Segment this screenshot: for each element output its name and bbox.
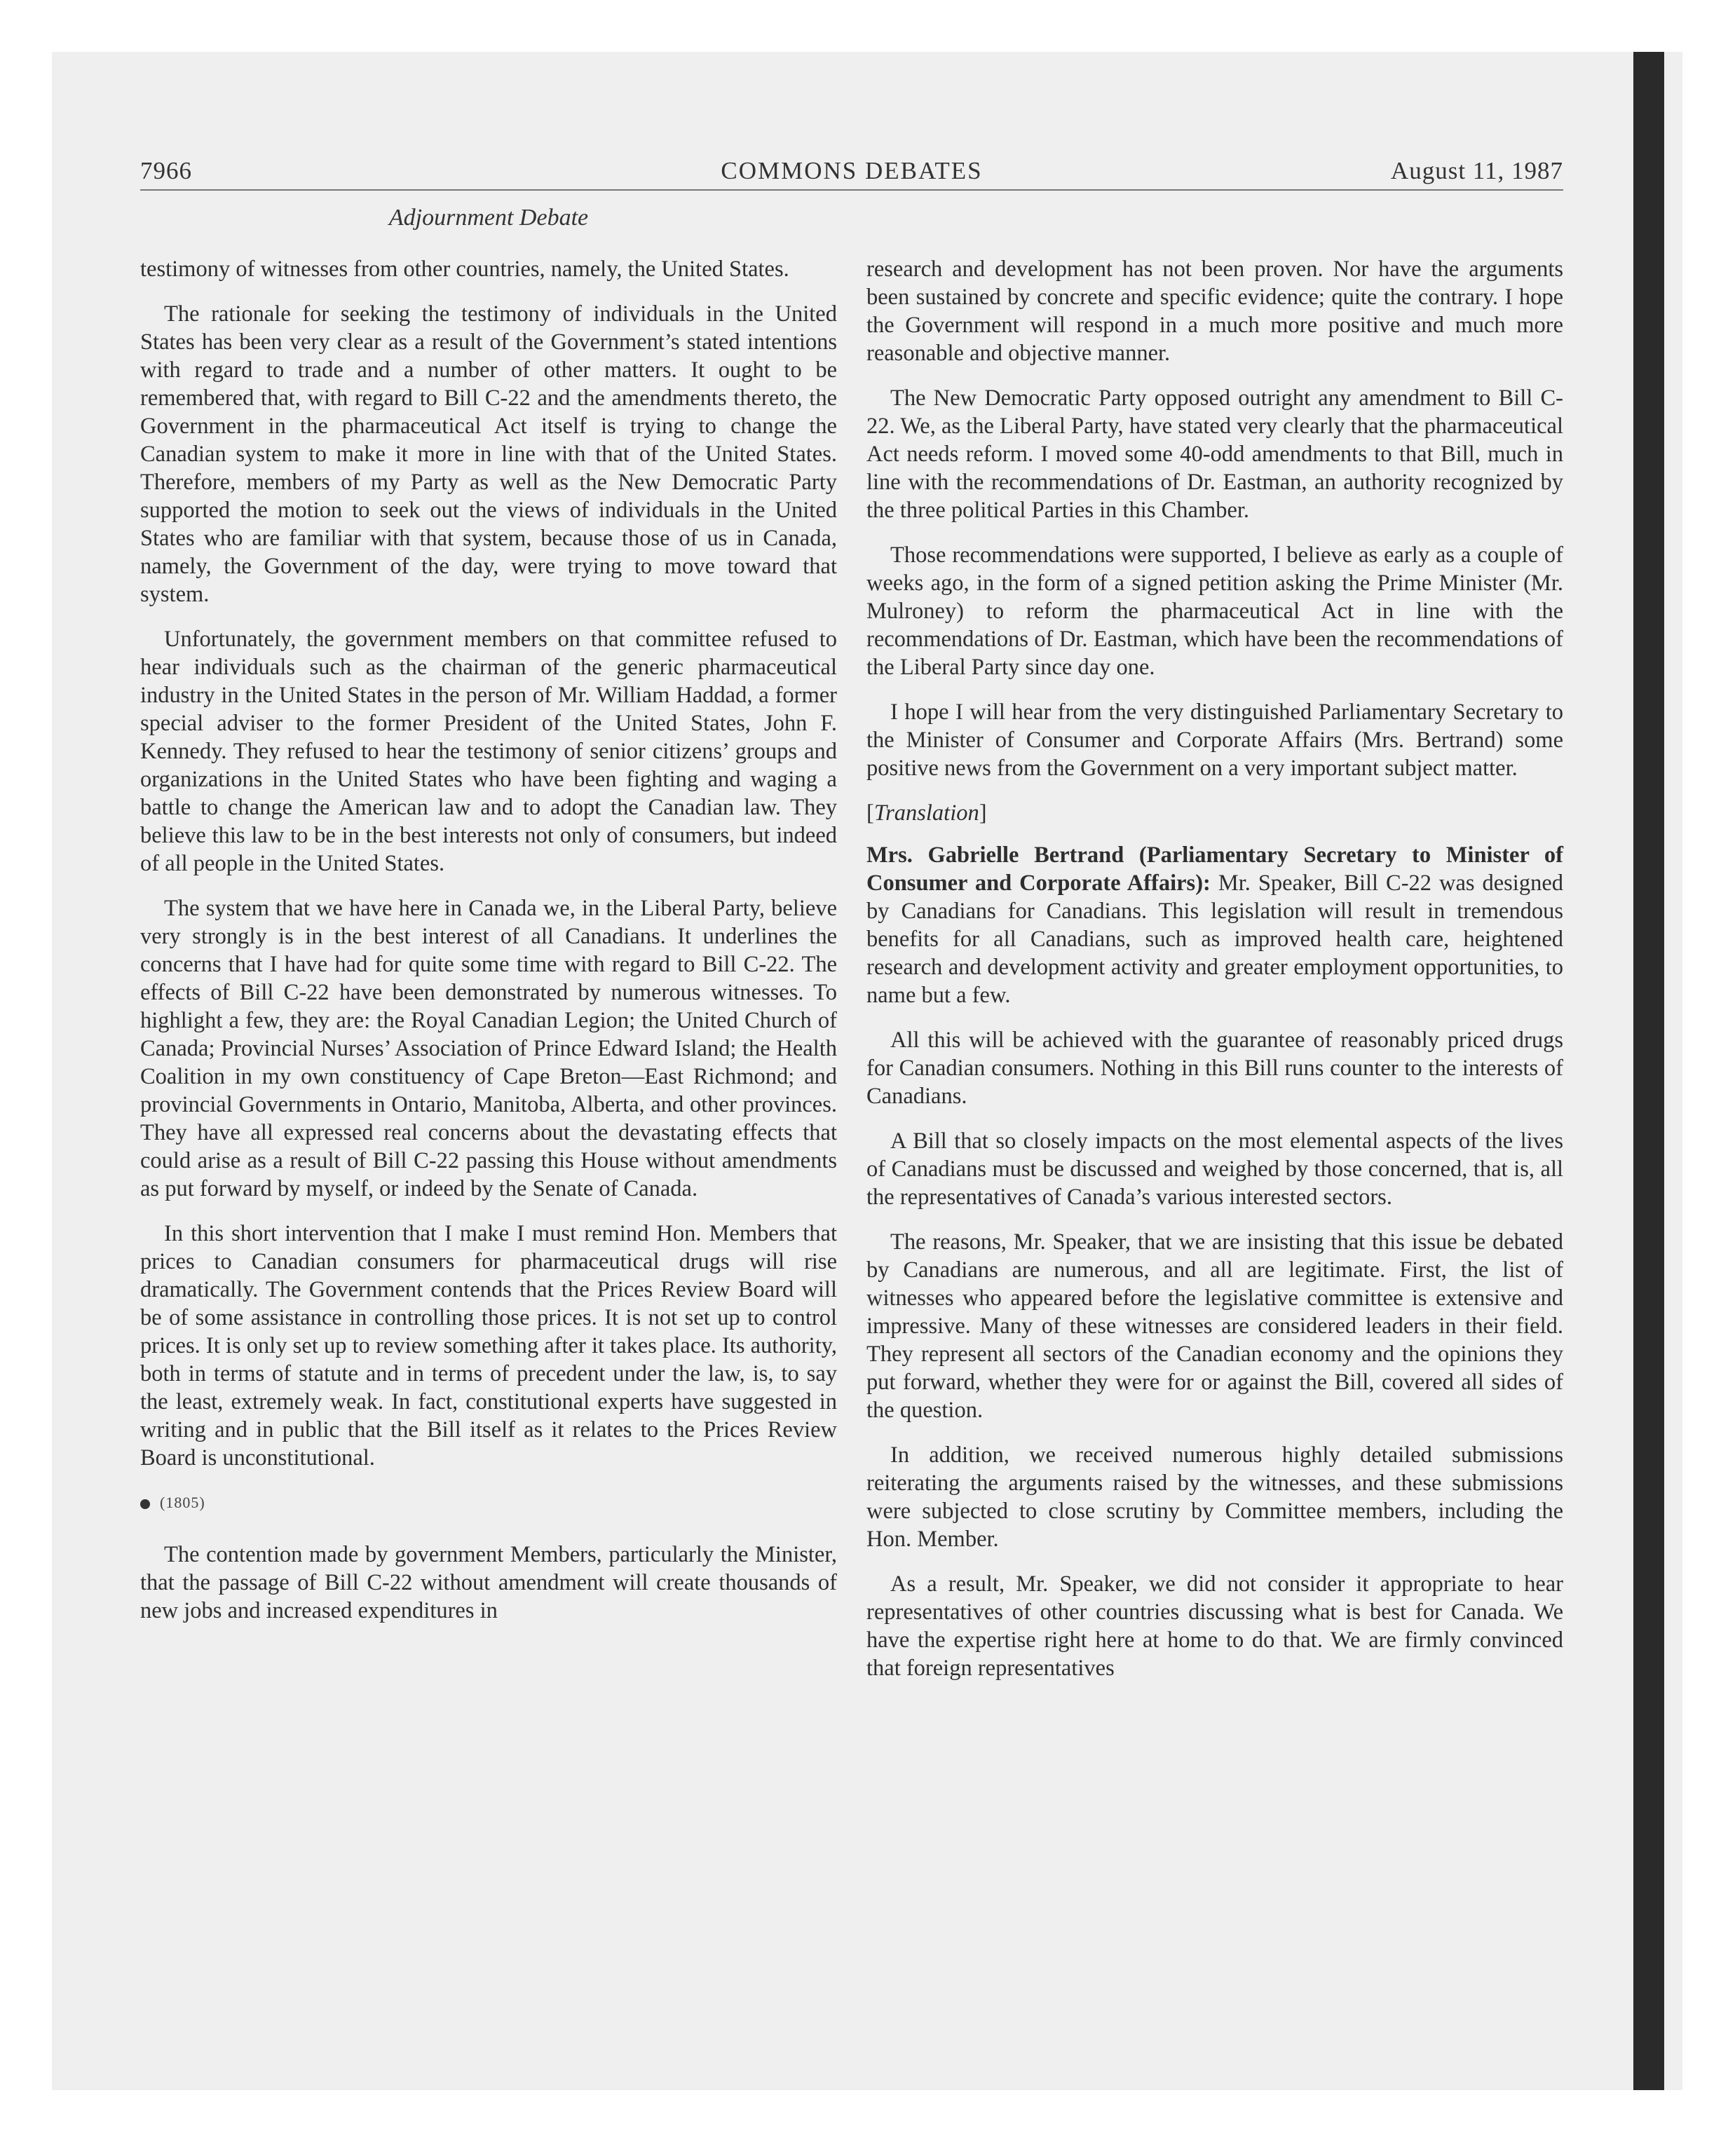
paragraph: I hope I will hear from the very distinguished Parliamentary Secretary to the Minister of Consumer and Corporate Affairs (Mrs. Bertrand) some positive news from the Government on a very important subject matter. xyxy=(866,700,1563,781)
publication-title: COMMONS DEBATES xyxy=(721,157,983,184)
paragraph: The reasons, Mr. Speaker, that we are insisting that this issue be debated by Canadians are numerous, and all are legitimate. First, the list of witnesses who appeared before the legislative committee is extensive and impressive. Many of these witnesses are considered leaders in their field. They represent all sectors of the Canadian economy and the opinions they put forward, whether they were for or against the Bill, covered all sides of the question. xyxy=(866,1229,1563,1423)
page-header xyxy=(140,157,1563,189)
paragraph: The rationale for seeking the testimony of individuals in the United States has been very clear as a result of the Government’s stated intentions with regard to trade and a number of other matters. It ought to be remembered that, with regard to Bill C-22 and the amendments thereto, the Government in the pharmaceutical Act itself is trying to change the Canadian system to make it more in line with that of the United States. Therefore, members of my Party as well as the New Democratic Party supported the motion to seek out the views of individuals in the United States who are familiar with that system, because those of us in Canada, namely, the Government of the day, were trying to move toward that system. xyxy=(140,301,837,607)
speech-paragraph xyxy=(866,841,1563,1009)
paragraph: The New Democratic Party opposed outright any amendment to Bill C-22. We, as the Liberal Party, have stated very clearly that the pharmaceutical Act needs reform. I moved some 40-odd amendments to that Bill, much in line with the recommendations of Dr. Eastman, an authority recognized by the three political Parties in this Chamber. xyxy=(866,386,1563,523)
translation-open-bracket: [ xyxy=(866,800,874,826)
page-number: 7966 xyxy=(140,157,192,184)
paragraph: Unfortunately, the government members on that committee refused to hear individuals such as the chairman of the generic pharmaceutical industry in the United States in the person of Mr. William Haddad, a former special adviser to the former President of the United States, John F. Kennedy. They refused to hear the testimony of senior citizens’ groups and organizations in the United States who have been fighting and waging a battle to change the American law and to adopt the Canadian law. They believe this law to be in the best interests not only of consumers, but indeed of all people in the United States. xyxy=(140,627,837,876)
time-marker xyxy=(140,1489,837,1517)
translation-close-bracket: ] xyxy=(979,800,987,826)
paragraph: In addition, we received numerous highly detailed submissions reiterating the arguments raised by the witnesses, and these submissions were subjected to close scrutiny by Committee members, including the Hon. Member. xyxy=(866,1442,1563,1552)
paragraph: A Bill that so closely impacts on the most elemental aspects of the lives of Canadians must be discussed and weighed by those concerned, that is, all the representatives of Canada’s various interested sectors. xyxy=(866,1128,1563,1210)
time-marker-text: (1805) xyxy=(160,1494,205,1511)
paragraph: research and development has not been proven. Nor have the arguments been sustained by concrete and specific evidence; quite the contrary. I hope the Government will respond in a much more positive and much more reasonable and objective manner. xyxy=(866,257,1563,366)
paragraph: testimony of witnesses from other countries, namely, the United States. xyxy=(140,257,789,282)
paragraph: All this will be achieved with the guarantee of reasonably priced drugs for Canadian consumers. Nothing in this Bill runs counter to the interests of Canadians. xyxy=(866,1028,1563,1109)
section-title: Adjournment Debate xyxy=(388,205,589,231)
bullet-dot-icon xyxy=(140,1499,150,1509)
scan-edge-bar xyxy=(1633,52,1664,2090)
paragraph: The contention made by government Members, particularly the Minister, that the passage of Bill C-22 without amendment will create thousands of new jobs and increased expenditures in xyxy=(140,1542,837,1623)
paragraph: As a result, Mr. Speaker, we did not consider it appropriate to hear representatives of other countries discussing what is best for Canada. We have the expertise right here at home to do that. We are firmly convinced that foreign representatives xyxy=(866,1571,1563,1681)
translation-note xyxy=(866,799,1563,827)
left-column xyxy=(140,255,837,1642)
paragraph: The system that we have here in Canada we, in the Liberal Party, believe very strongly is in the best interest of all Canadians. It underlines the concerns that I have had for quite some time with regard to Bill C-22. The effects of Bill C-22 have been demonstrated by numerous witnesses. To highlight a few, they are: the Royal Canadian Legion; the United Church of Canada; Provincial Nurses’ Association of Prince Edward Island; the Health Coalition in my own constituency of Cape Breton—East Richmond; and provincial Governments in Ontario, Manitoba, Alberta, and other provinces. They have all expressed real concerns about the devastating effects that could arise as a result of Bill C-22 passing this House without amendments as put forward by myself, or indeed by the Senate of Canada. xyxy=(140,896,837,1201)
speech-text: Mr. Speaker, Bill C-22 was designed by Canadians for Canadians. This legislation will result in tremendous benefits for all Canadians, such as improved health care, heightened research and development activity and greater employment opportunities, to name but a few. xyxy=(866,871,1564,1008)
translation-label: Translation xyxy=(873,800,979,826)
header-rule xyxy=(140,189,1563,191)
right-column xyxy=(866,255,1563,1699)
speaker-name: Mrs. Gabrielle Bertrand (Parliamentary Secretary to Minister of Consumer and Corporate Affairs): xyxy=(866,842,1563,896)
paragraph: Those recommendations were supported, I believe as early as a couple of weeks ago, in the form of a signed petition asking the Prime Minister (Mr. Mulroney) to reform the pharmaceutical Act in line with the recommendations of Dr. Eastman, which have been the recommendations of the Liberal Party since day one. xyxy=(866,543,1563,680)
publication-date: August 11, 1987 xyxy=(1390,157,1563,184)
paragraph: In this short intervention that I make I must remind Hon. Members that prices to Canadian consumers for pharmaceutical drugs will rise dramatically. The Government contends that the Prices Review Board will be of some assistance in controlling those prices. It is not set up to control prices. It is only set up to review something after it takes place. Its authority, both in terms of statute and in terms of precedent under the law, is, to say the least, extremely weak. In fact, constitutional experts have suggested in writing and in public that the Bill itself as it relates to the Prices Review Board is unconstitutional. xyxy=(140,1221,837,1471)
